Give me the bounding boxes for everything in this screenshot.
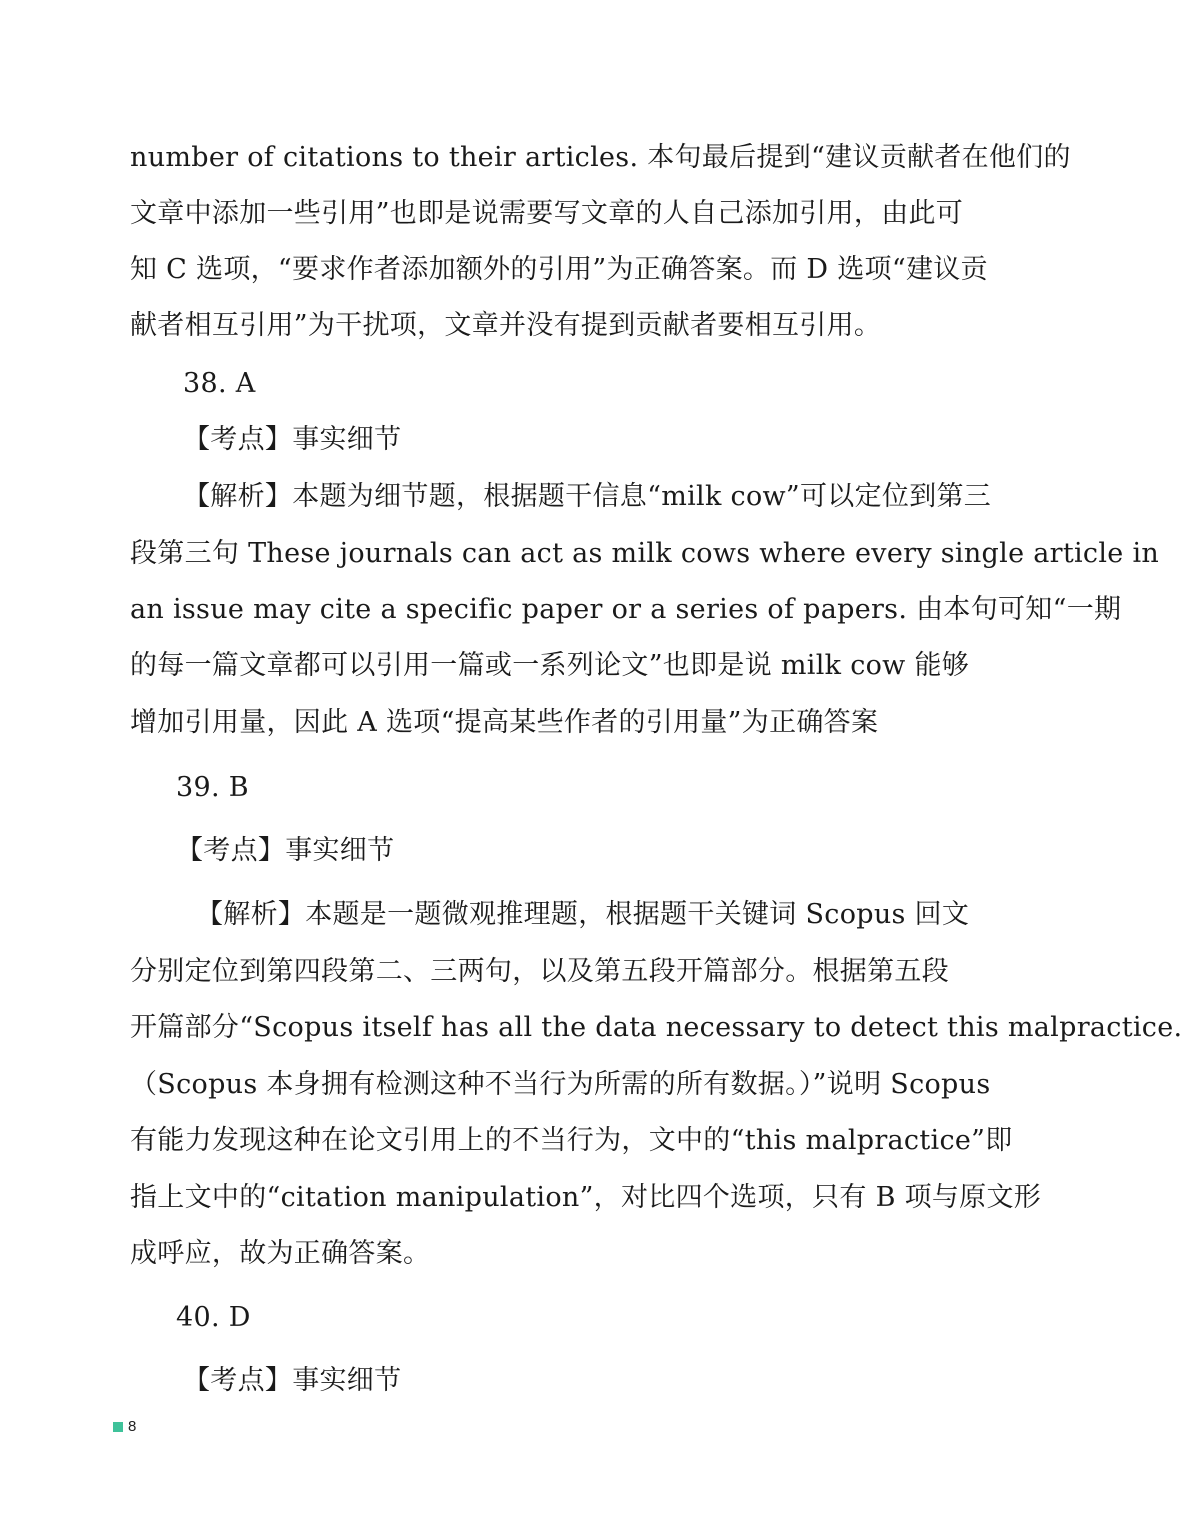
paragraph-line: 成呼应，故为正确答案。 [130, 1238, 431, 1269]
paragraph-line: 的每一篇文章都可以引用一篇或一系列论文”也即是说 milk cow 能够 [130, 650, 970, 681]
paragraph-line: 有能力发现这种在论文引用上的不当行为，文中的“this malpractice”即 [130, 1125, 1013, 1156]
page-marker-square [113, 1422, 123, 1432]
paragraph-line: number of citations to their articles. 本句最后提到“建议贡献者在他们的 [130, 142, 1071, 173]
topic-label: 【考点】事实细节 [183, 1365, 402, 1396]
paragraph-line: 开篇部分“Scopus itself has all the data necessary to detect this malpractice. [130, 1012, 1182, 1043]
paragraph-line: 分别定位到第四段第二、三两句，以及第五段开篇部分。根据第五段 [130, 956, 949, 987]
question-number: 40. D [176, 1302, 251, 1333]
analysis-line: 【解析】本题是一题微观推理题，根据题干关键词 Scopus 回文 [196, 899, 970, 930]
paragraph-line: an issue may cite a specific paper or a series of papers. 由本句可知“一期 [130, 594, 1122, 625]
paragraph-line: 知 C 选项，“要求作者添加额外的引用”为正确答案。而 D 选项“建议贡 [130, 254, 988, 285]
paragraph-line: 文章中添加一些引用”也即是说需要写文章的人自己添加引用，由此可 [130, 198, 964, 229]
paragraph-line: 段第三句 These journals can act as milk cows where every single article in [130, 538, 1160, 569]
analysis-line: 【解析】本题为细节题，根据题干信息“milk cow”可以定位到第三 [183, 481, 992, 512]
page-number: 8 [128, 1418, 137, 1435]
paragraph-line: （Scopus 本身拥有检测这种不当行为所需的所有数据。）”说明 Scopus [130, 1069, 991, 1100]
topic-label: 【考点】事实细节 [176, 835, 395, 866]
question-number: 39. B [176, 772, 249, 803]
paragraph-line: 献者相互引用”为干扰项，文章并没有提到贡献者要相互引用。 [130, 310, 882, 341]
topic-label: 【考点】事实细节 [183, 424, 402, 455]
paragraph-line: 指上文中的“citation manipulation”，对比四个选项，只有 B 项与原文形 [130, 1182, 1042, 1213]
question-number: 38. A [183, 368, 256, 399]
paragraph-line: 增加引用量，因此 A 选项“提高某些作者的引用量”为正确答案 [130, 707, 879, 738]
